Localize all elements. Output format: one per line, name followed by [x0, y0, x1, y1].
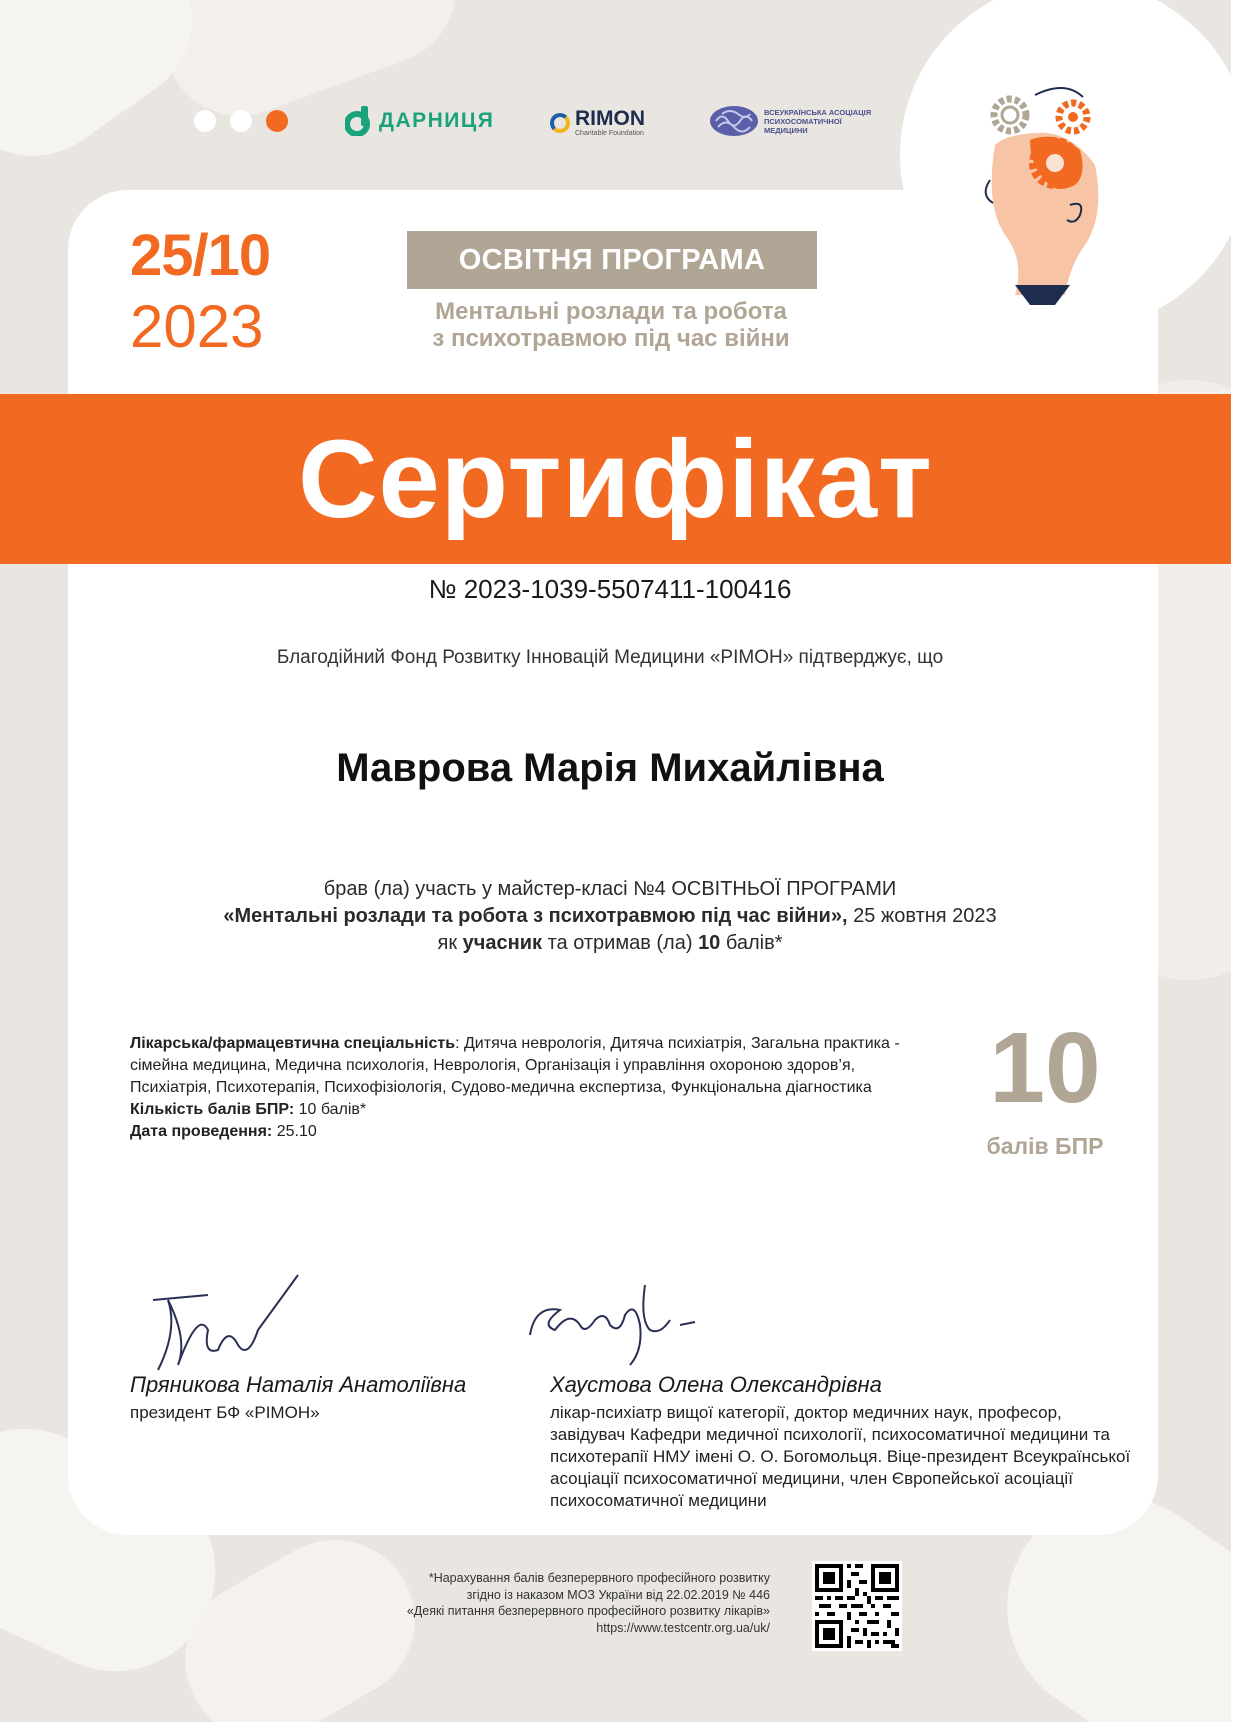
specialty-value: : Дитяча неврологія, Дитяча психіатрія, Загальна практика - сімейна медицина, Медична психологія, Неврологія, Організація і управління охороною здоров’я, Психіатрія, Психотерапія, Психофізіологія, Судово-медична експертиза, Функціональна діагностика: [130, 1035, 900, 1096]
footnote-link[interactable]: https://www.testcentr.org.ua/uk/: [596, 1620, 770, 1635]
brain-icon: [708, 104, 760, 138]
rimon-ring-icon: [550, 113, 570, 133]
participation-text-part: як: [437, 932, 458, 954]
recipient-name: Маврова Марія Михайлівна: [336, 746, 884, 790]
qr-code-icon[interactable]: [812, 1561, 902, 1651]
rimon-logo-subtext: Charitable Foundation: [575, 130, 644, 137]
participation-text-part: балів*: [725, 932, 783, 954]
points-row: [130, 1099, 900, 1121]
participation-line2: [100, 903, 1120, 930]
dot-icon: [266, 110, 288, 132]
program-title-line2: з психотравмою під час війни: [432, 325, 790, 352]
points-value: 10 балів*: [298, 1101, 367, 1118]
participation-points: 10: [698, 932, 721, 954]
footnote-line: згідно із наказом МОЗ України від 22.02.2019 № 446: [466, 1587, 770, 1602]
footnote-line: *Нарахування балів безперервного професійного розвитку: [428, 1571, 770, 1585]
points-badge-value: 10: [989, 1012, 1101, 1124]
points-badge-caption: балів БПР: [986, 1133, 1104, 1159]
signer-1-role: президент БФ «РІМОН»: [130, 1403, 320, 1422]
date-value: 25.10: [276, 1123, 317, 1140]
details-block: [130, 1033, 900, 1143]
footnote: [318, 1570, 770, 1636]
signer-2-role: лікар-психіатр вищої категорії, доктор медичних наук, професор, завідувач Кафедри медичної психології, психосоматичної медицини та психотерапії НМУ імені О. О. Богомольця. Віце-президент Всеукраїнської асоціації психосоматичної медицини, член Європейської асоціації психосоматичної медицини: [550, 1403, 1131, 1510]
darnytsia-logo: [345, 106, 494, 136]
participation-date: 25 жовтня 2023: [853, 905, 997, 927]
signer-2-name: Хаустова Олена Олександрівна: [550, 1372, 882, 1397]
specialty-row: [130, 1033, 900, 1099]
certificate-number: № 2023-1039-5507411-100416: [428, 574, 792, 604]
association-logo-text: ВСЕУКРАЇНСЬКА АСОЦІАЦІЯ ПСИХОСОМАТИЧНОЇ МЕДИЦИНИ: [764, 107, 872, 135]
confirm-text: Благодійний Фонд Розвитку Інновацій Медицини «РІМОН» підтверджує, що: [276, 647, 944, 668]
date-row: [130, 1121, 900, 1143]
certificate-title-band: [0, 394, 1231, 564]
dot-icon: [194, 110, 216, 132]
program-badge: ОСВІТНЯ ПРОГРАМА: [407, 231, 817, 289]
participant-role: учасник: [462, 932, 543, 954]
signature-1-image: [148, 1270, 308, 1380]
participation-text: [100, 876, 1120, 957]
event-date-day-month: 25/10: [130, 223, 271, 288]
rimon-logo-text: RIMON: [575, 107, 645, 130]
specialty-label: Лікарська/фармацевтична спеціальність: [130, 1035, 456, 1052]
program-title: [380, 298, 842, 352]
participation-line3: [100, 930, 1120, 957]
points-label: Кількість балів БПР:: [130, 1101, 295, 1118]
signature-2-image: [525, 1280, 700, 1370]
program-quote: «Ментальні розлади та робота з психотравмою під час війни»,: [223, 905, 848, 927]
rimon-logo: [550, 108, 645, 137]
head-with-gears-icon: [975, 85, 1115, 305]
association-logo: [708, 104, 874, 138]
participation-text-part: та отримав (ла): [547, 932, 693, 954]
certificate-title: Сертифікат: [298, 417, 933, 541]
darnytsia-mark-icon: [345, 106, 371, 136]
date-label: Дата проведення:: [130, 1123, 273, 1140]
footnote-line: «Деякі питання безперервного професійного розвитку лікарів»: [406, 1604, 770, 1618]
participation-line1: брав (ла) участь у майстер-класі №4 ОСВІТНЬОЇ ПРОГРАМИ: [323, 878, 897, 900]
nav-dots: [194, 110, 288, 132]
dot-icon: [230, 110, 252, 132]
program-title-line1: Ментальні розлади та робота: [435, 298, 787, 325]
signer-1-name: Пряникова Наталія Анатоліївна: [130, 1372, 467, 1397]
darnytsia-logo-text: ДАРНИЦЯ: [379, 109, 495, 132]
event-date-year: 2023: [130, 293, 264, 360]
